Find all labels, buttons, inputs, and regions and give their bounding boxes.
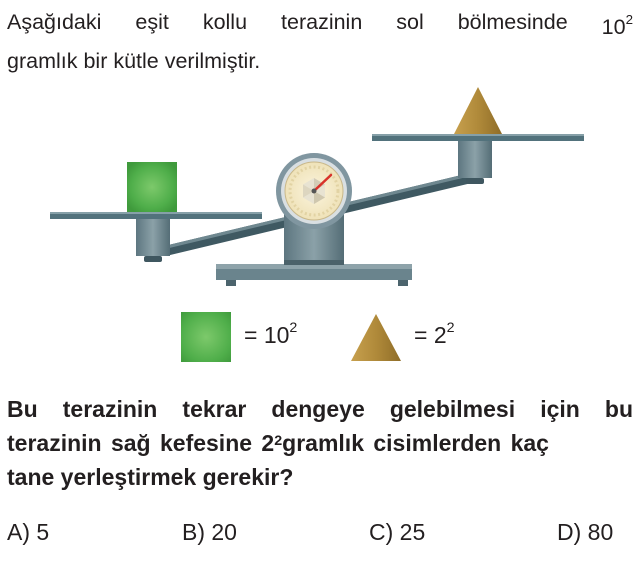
question-word: gelebilmesi [389,396,516,422]
legend-square-exponent: 2 [289,320,298,337]
legend [0,310,638,362]
intro-word: terazinin [281,10,363,34]
legend-triangle-value [414,322,455,349]
intro-line-2: gramlık bir kütle verilmiştir. [7,49,261,74]
intro-text [7,5,633,78]
intro-mass [602,5,633,44]
intro-line-1 [7,5,633,44]
green-square-weight [127,162,177,212]
legend-square-eq: = 10 [244,322,290,348]
option-b[interactable]: B) 20 [182,519,237,545]
option-c[interactable]: C) 25 [369,519,426,545]
scale-dial [276,153,352,229]
question-word: dengeye [271,396,365,422]
question-word: Bu [7,396,38,422]
legend-triangle-eq: = 2 [414,322,447,348]
question-line-2-pre: terazinin sağ kefesine 2 [7,430,275,456]
intro-mass-exponent: 2 [625,12,633,28]
question-word: bu [604,396,633,422]
balance-scale-illustration [0,80,638,310]
question-word: tekrar [182,396,247,422]
legend-green-square [181,312,231,362]
question-text [7,392,633,494]
question-exponent: 2 [274,432,283,449]
scale-base [216,264,412,286]
right-pan [372,134,584,184]
question-line-1 [7,392,633,426]
question-line-2 [7,426,633,460]
question-word: için [540,396,580,422]
legend-triangle-exponent: 2 [446,320,455,337]
legend-square-value [244,322,297,349]
intro-word: eşit [135,10,169,34]
answer-options [0,519,638,553]
question-word: terazinin [62,396,158,422]
legend-gold-triangle [349,312,403,362]
intro-mass-base: 10 [601,15,626,40]
intro-word: kollu [202,10,248,34]
question-line-3: tane yerleştirmek gerekir? [7,464,294,490]
intro-word: sol [396,10,424,34]
question-line-2-post: gramlık cisimlerden kaç [282,430,549,456]
intro-word: Aşağıdaki [7,10,102,34]
option-a[interactable]: A) 5 [7,519,50,545]
option-d[interactable]: D) 80 [557,519,614,545]
gold-triangle-weight [454,87,502,134]
intro-word: bölmesinde [457,10,568,34]
